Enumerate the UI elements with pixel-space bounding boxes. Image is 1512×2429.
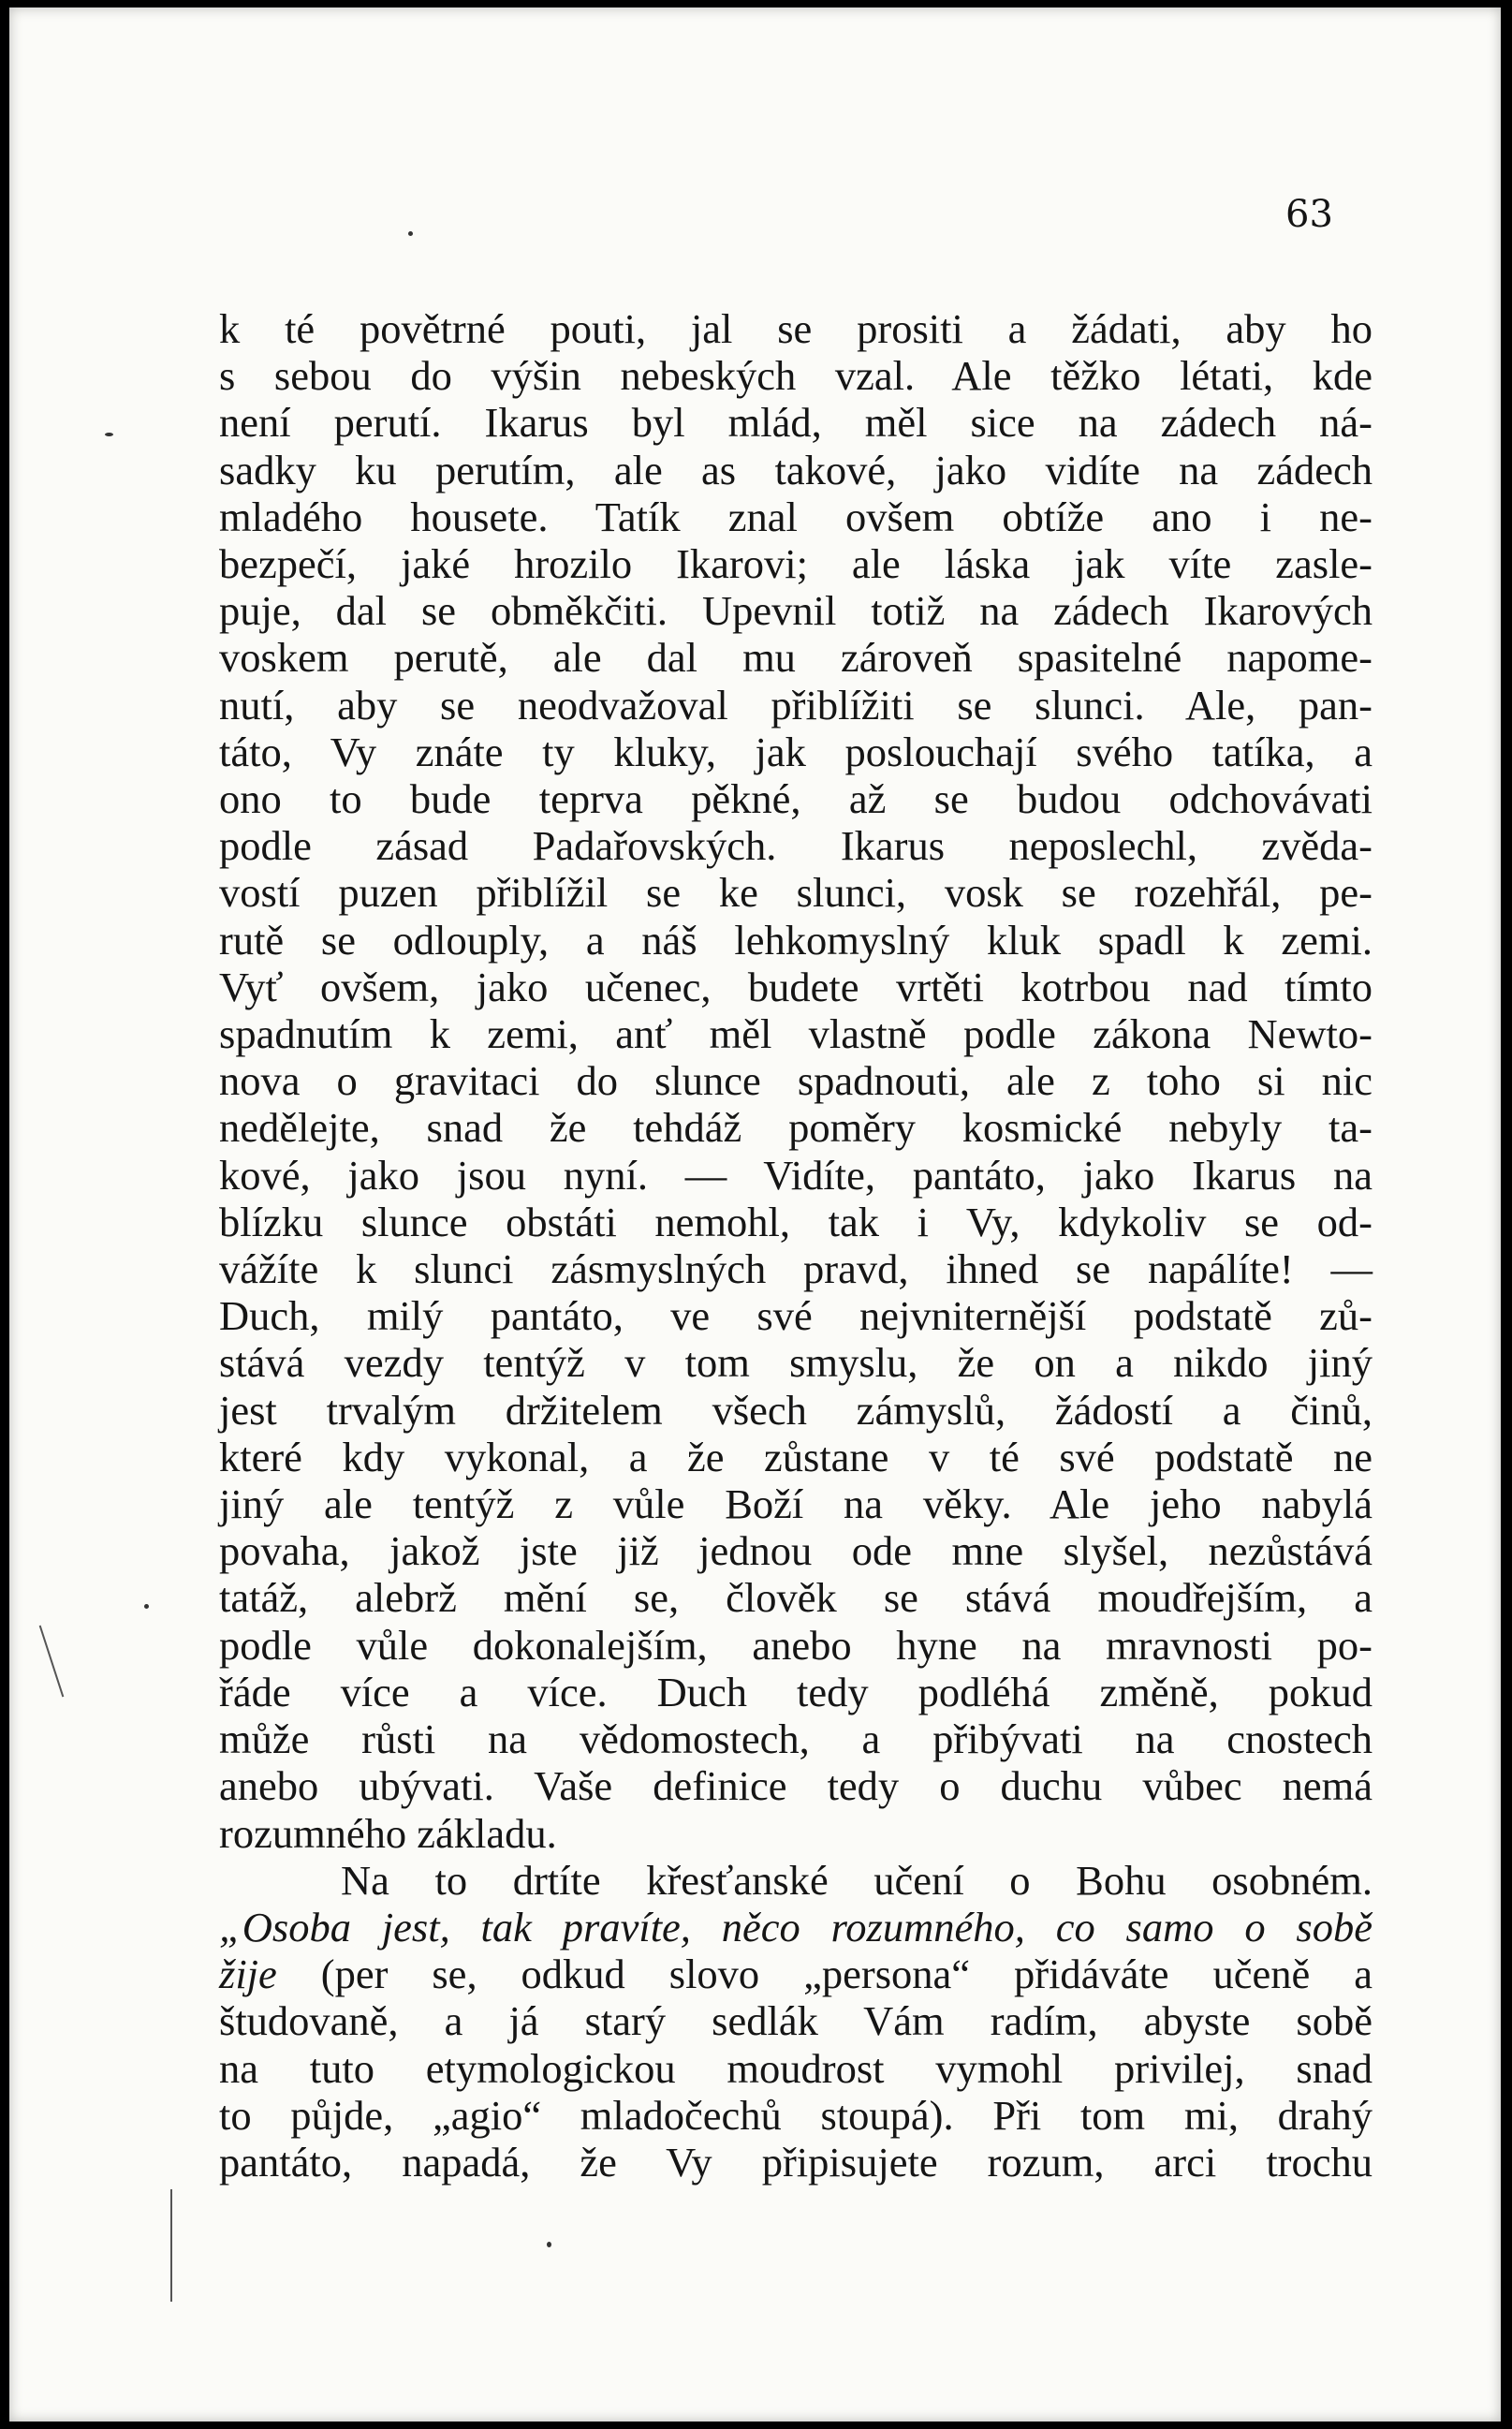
text-segment: jiný ale tentýž z vůle Boží na věky. Ale jeho nabylá — [219, 1480, 1373, 1528]
text-segment: Duch, milý pantáto, ve své nejvniternější podstatě zů- — [219, 1292, 1373, 1340]
text-segment: jest trvalým držitelem všech zámyslů, žádostí a činů, — [219, 1386, 1373, 1434]
text-segment: nova o gravitaci do slunce spadnouti, ale z toho si nic — [219, 1057, 1373, 1105]
text-segment: bezpečí, jaké hrozilo Ikarovi; ale láska jak víte zasle- — [219, 540, 1373, 588]
text-line — [219, 1904, 1373, 1951]
text-line — [219, 1057, 1373, 1104]
book-page — [9, 7, 1501, 2422]
text-segment: rutě se odlouply, a náš lehkomyslný kluk spadl k zemi. — [219, 916, 1373, 964]
text-line — [219, 1245, 1373, 1292]
paper-speck — [547, 2242, 551, 2247]
text-line — [219, 447, 1373, 493]
text-line — [219, 1951, 1373, 1997]
text-line — [219, 1527, 1373, 1574]
text-segment: Vyť ovšem, jako učenec, budete vrtěti kotrbou nad tímto — [219, 963, 1373, 1010]
text-segment: Na to drtíte křesťanské učení o Bohu osobném. — [341, 1856, 1373, 1904]
text-segment: podle zásad Padařovských. Ikarus neposlechl, zvěda- — [219, 822, 1373, 870]
text-line — [219, 682, 1373, 729]
text-line — [219, 399, 1373, 446]
text-segment: řáde více a více. Duch tedy podléhá změně, pokud — [219, 1668, 1373, 1715]
text-line — [219, 1292, 1373, 1339]
text-line — [219, 1857, 1373, 1904]
paper-scratch — [39, 1626, 65, 1698]
text-line — [219, 1339, 1373, 1386]
text-segment: není perutí. Ikarus byl mlád, měl sice na zádech ná- — [219, 399, 1373, 447]
text-line — [219, 1152, 1373, 1199]
text-line — [219, 1574, 1373, 1621]
text-line — [219, 1997, 1373, 2044]
text-segment: sadky ku perutím, ale as takové, jako vidíte na zádech — [219, 446, 1373, 493]
text-segment: vážíte k slunci zásmyslných pravd, ihned se napálíte! — — [219, 1245, 1373, 1293]
text-line — [219, 1762, 1373, 1809]
text-segment: stává vezdy tentýž v tom smyslu, že on a nikdo jiný — [219, 1339, 1373, 1387]
text-line — [219, 917, 1373, 964]
text-line — [219, 352, 1373, 399]
text-line — [219, 775, 1373, 822]
text-line — [219, 1480, 1373, 1527]
paper-speck — [408, 231, 413, 236]
text-segment: vostí puzen přiblížil se ke slunci, vosk se rozehřál, pe- — [219, 869, 1373, 917]
text-line — [219, 540, 1373, 587]
paper-speck — [105, 433, 113, 436]
text-segment: rozumného základu. — [219, 1809, 557, 1857]
text-segment: (per se, odkud slovo „persona“ přidáváte učeně a — [276, 1951, 1373, 1998]
text-segment: podle vůle dokonalejším, anebo hyne na mravnosti po- — [219, 1621, 1373, 1669]
text-segment: „Osoba jest, tak pravíte, něco rozumného, co samo o sobě — [219, 1903, 1373, 1951]
text-segment: študovaně, a já starý sedlák Vám radím, abyste sobě — [219, 1997, 1373, 2045]
text-line — [219, 822, 1373, 869]
text-line — [219, 869, 1373, 916]
text-line — [219, 587, 1373, 634]
text-segment: nedělejte, snad že tehdáž poměry kosmické nebyly ta- — [219, 1104, 1373, 1152]
text-segment: pantáto, napadá, že Vy připisujete rozum, arci trochu — [219, 2138, 1373, 2186]
text-segment: ono to bude teprva pěkné, až se budou odchovávati — [219, 775, 1373, 823]
text-segment: povaha, jakož jste již jednou ode mne slyšel, nezůstává — [219, 1527, 1373, 1575]
text-segment: voskem perutě, ale dal mu zároveň spasitelné napome- — [219, 634, 1373, 682]
text-segment: na tuto etymologickou moudrost vymohl privilej, snad — [219, 2044, 1373, 2092]
text-line — [219, 1387, 1373, 1434]
text-segment: anebo ubývati. Vaše definice tedy o duchu vůbec nemá — [219, 1762, 1373, 1810]
text-line — [219, 634, 1373, 681]
text-line — [219, 2045, 1373, 2092]
text-segment: může růsti na vědomostech, a přibývati na cnostech — [219, 1715, 1373, 1763]
body-text — [219, 305, 1373, 2186]
text-segment: které kdy vykonal, a že zůstane v té své podstatě ne — [219, 1433, 1373, 1480]
text-line — [219, 1104, 1373, 1151]
paper-scratch — [170, 2189, 172, 2302]
text-line — [219, 1010, 1373, 1057]
text-segment: puje, dal se obměkčiti. Upevnil totiž na zádech Ikarových — [219, 587, 1373, 635]
text-line — [219, 1810, 1373, 1857]
text-segment: to půjde, „agio“ mladočechů stoupá). Při tom mi, drahý — [219, 2091, 1373, 2139]
text-segment: žije — [219, 1951, 277, 1998]
text-segment: mladého housete. Tatík znal ovšem obtíže ano i ne- — [219, 493, 1373, 540]
text-segment: spadnutím k zemi, anť měl vlastně podle zákona Newto- — [219, 1010, 1373, 1058]
text-segment: táto, Vy znáte ty kluky, jak poslouchají svého tatíka, a — [219, 728, 1373, 775]
text-line — [219, 1622, 1373, 1669]
text-segment: blízku slunce obstáti nemohl, tak i Vy, kdykoliv se od- — [219, 1198, 1373, 1245]
text-line — [219, 305, 1373, 352]
text-line — [219, 729, 1373, 775]
paper-speck — [144, 1604, 149, 1609]
text-line — [219, 1199, 1373, 1245]
text-line — [219, 1669, 1373, 1715]
text-line — [219, 2092, 1373, 2139]
text-segment: s sebou do výšin nebeských vzal. Ale těžko létati, kde — [219, 352, 1373, 400]
page-number: 63 — [1285, 193, 1333, 236]
text-segment: nutí, aby se neodvažoval přiblížiti se slunci. Ale, pan- — [219, 681, 1373, 729]
text-segment: k té povětrné pouti, jal se prositi a žádati, aby ho — [219, 305, 1373, 352]
text-segment: kové, jako jsou nyní. — Vidíte, pantáto, jako Ikarus na — [219, 1151, 1373, 1199]
text-line — [219, 2139, 1373, 2186]
text-line — [219, 964, 1373, 1010]
text-line — [219, 493, 1373, 540]
text-line — [219, 1715, 1373, 1762]
text-segment: tatáž, alebrž mění se, člověk se stává moudřejším, a — [219, 1574, 1373, 1622]
text-line — [219, 1434, 1373, 1480]
